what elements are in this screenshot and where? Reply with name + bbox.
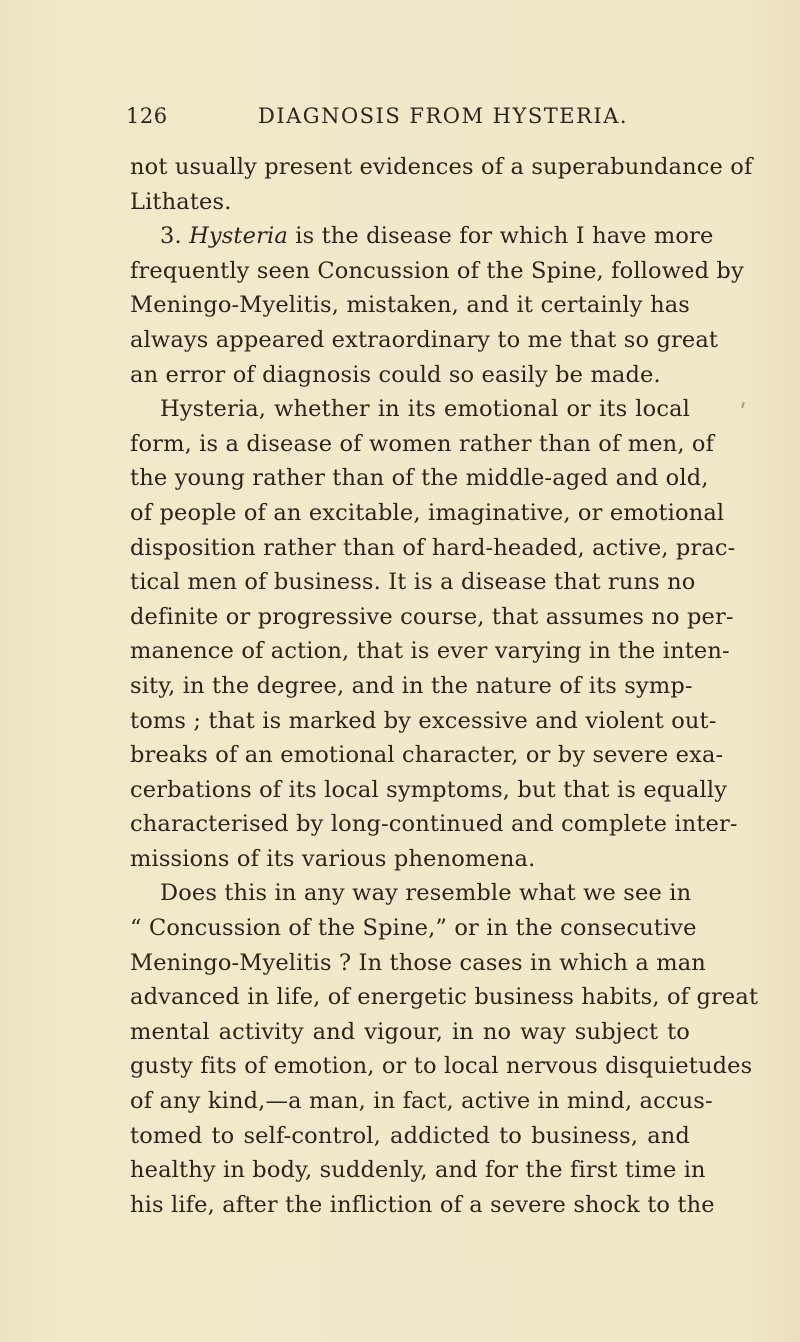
- text-line: of any kind,—a man, in fact, active in mind, accus-: [130, 1088, 713, 1115]
- text-line: of people of an excitable, imaginative, or emotional: [130, 499, 725, 526]
- running-title: DIAGNOSIS FROM HYSTERIA.: [258, 104, 629, 128]
- body-text: [130, 150, 759, 1222]
- text-line: tical men of business. It is a disease that runs no: [130, 569, 696, 596]
- text-line: healthy in body, suddenly, and for the first time in: [130, 1157, 706, 1184]
- page-header: [126, 104, 686, 136]
- italic-term: Hysteria: [189, 223, 288, 250]
- text-line: breaks of an emotional character, or by severe exa-: [130, 742, 724, 769]
- text-line: Meningo-Myelitis, mistaken, and it certainly has: [130, 292, 690, 319]
- text-line: Hysteria, whether in its emotional or its local: [160, 396, 690, 423]
- section-number: 3.: [160, 223, 182, 250]
- text-line: gusty fits of emotion, or to local nervous disquietudes: [130, 1053, 753, 1080]
- page-number: 126: [126, 104, 168, 128]
- paper-speck: [741, 402, 744, 408]
- text-line: manence of action, that is ever varying in the inten-: [130, 638, 730, 665]
- text-line: an error of diagnosis could so easily be made.: [130, 361, 661, 388]
- text-line: tomed to self-control, addicted to business, and: [130, 1122, 690, 1149]
- text-line: toms ; that is marked by excessive and violent out-: [130, 707, 717, 734]
- text-line: cerbations of its local symptoms, but that is equally: [130, 776, 728, 803]
- text-line: advanced in life, of energetic business habits, of great: [130, 984, 759, 1011]
- text-line: frequently seen Concussion of the Spine, followed by: [130, 257, 744, 284]
- line-text: is the disease for which I have more: [295, 223, 714, 250]
- text-line: characterised by long-continued and complete inter-: [130, 811, 738, 838]
- text-line: sity, in the degree, and in the nature of its symp-: [130, 672, 693, 699]
- text-line: disposition rather than of hard-headed, active, prac-: [130, 534, 736, 561]
- text-line: missions of its various phenomena.: [130, 845, 536, 872]
- text-line: form, is a disease of women rather than of men, of: [130, 430, 715, 457]
- text-line: “ Concussion of the Spine,” or in the consecutive: [130, 915, 697, 942]
- text-line: [130, 219, 714, 254]
- text-line: Does this in any way resemble what we see in: [160, 880, 692, 907]
- text-line: the young rather than of the middle-aged and old,: [130, 465, 709, 492]
- text-line: always appeared extraordinary to me that so great: [130, 326, 719, 353]
- text-line: his life, after the infliction of a severe shock to the: [130, 1191, 715, 1218]
- text-line: Meningo-Myelitis ? In those cases in which a man: [130, 949, 706, 976]
- text-line: definite or progressive course, that assumes no per-: [130, 603, 734, 630]
- text-line: mental activity and vigour, in no way subject to: [130, 1018, 690, 1045]
- text-line: not usually present evidences of a superabundance of: [130, 154, 753, 180]
- text-line: Lithates.: [130, 188, 232, 215]
